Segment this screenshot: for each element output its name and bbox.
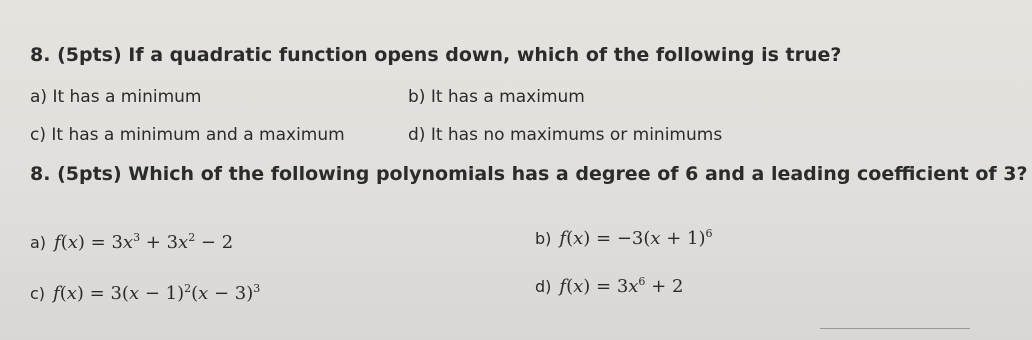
question-2-heading bbox=[30, 163, 1028, 185]
question-2-option-d-label: d) bbox=[535, 277, 552, 296]
question-2-text: Which of the following polynomials has a degree of 6 and a leading coefficient of 3? bbox=[128, 163, 1028, 185]
question-1-option-a: a) It has a minimum bbox=[30, 87, 202, 107]
question-2-option-a-label: a) bbox=[30, 233, 47, 252]
question-1-heading bbox=[30, 44, 841, 66]
question-1-number: 8. bbox=[30, 44, 51, 66]
question-2-number: 8. bbox=[30, 163, 51, 185]
question-2-option-a-expression: $f(x) = 3x^3 + 3x^2 - 2$ bbox=[54, 231, 234, 253]
question-2-points: (5pts) bbox=[57, 163, 122, 185]
divider-line bbox=[820, 328, 970, 329]
question-1-text: If a quadratic function opens down, which of the following is true? bbox=[128, 44, 842, 66]
question-1-points: (5pts) bbox=[57, 44, 122, 66]
question-1-option-b: b) It has a maximum bbox=[408, 87, 585, 107]
question-2-option-b bbox=[535, 228, 713, 249]
question-2-option-c bbox=[30, 283, 260, 304]
question-2-option-b-label: b) bbox=[535, 229, 552, 248]
question-2-option-c-expression: $f(x) = 3(x - 1)^2(x - 3)^3$ bbox=[53, 282, 261, 304]
question-2-option-c-label: c) bbox=[30, 284, 46, 303]
question-1-option-d: d) It has no maximums or minimums bbox=[408, 125, 723, 145]
question-2-option-b-expression: $f(x) = -3(x + 1)^6$ bbox=[559, 227, 713, 249]
question-1-option-c: c) It has a minimum and a maximum bbox=[30, 125, 345, 145]
question-2-option-d bbox=[535, 276, 683, 297]
question-2-option-d-expression: $f(x) = 3x^6 + 2$ bbox=[559, 275, 684, 297]
question-2-option-a bbox=[30, 232, 233, 253]
